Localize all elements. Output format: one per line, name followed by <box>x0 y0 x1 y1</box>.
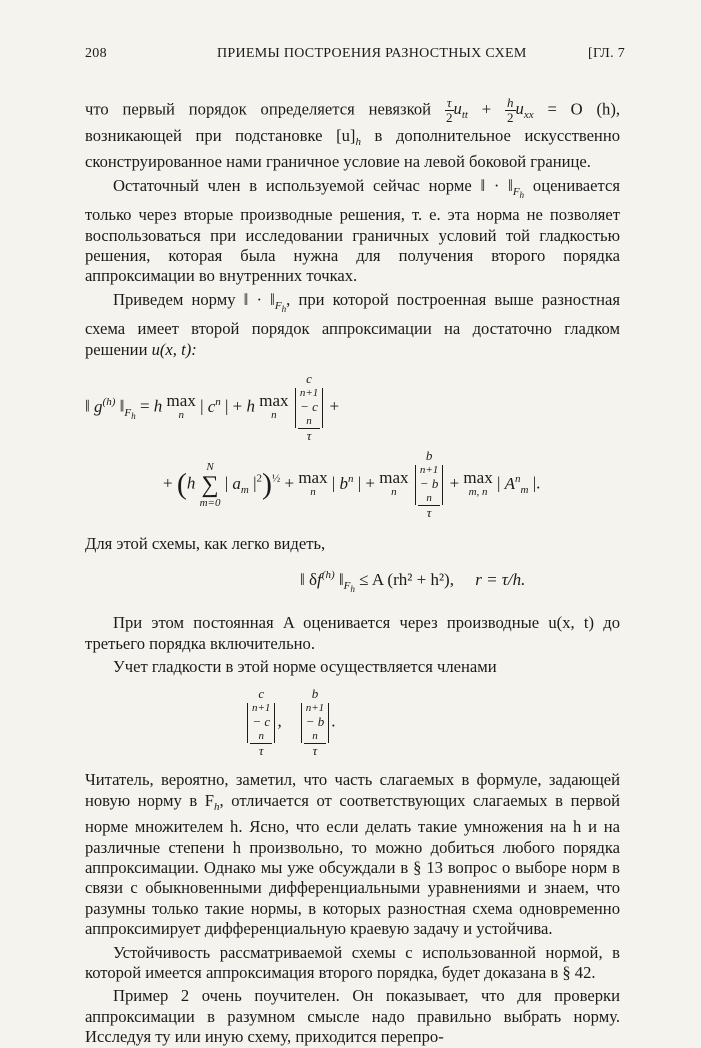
norm-formula-line-1: ‖ $g^{(h)}$ $‖_{F_h} = h$ max n | $c^n$ | + h max n c n+1 − c n τ + <box>85 371 340 444</box>
paragraph-6: Учет гладкости в этой норме осуществляется членами <box>113 656 497 676</box>
paragraph-9: Пример 2 очень поучителен. Он показывает, что для проверки аппроксимации в разумном смысле надо правильно выбрать норму. Исследуя ту или иную схему, приходится перепро- <box>85 986 620 1047</box>
page-body <box>85 96 620 1048</box>
paragraph-8: Устойчивость рассматриваемой схемы с использованной нормой, в которой имеется аппроксимация второго порядка, будет доказана в § 42. <box>85 942 620 983</box>
paragraph-3: Приведем норму ‖ · $‖_{F_h}$, при которой построенная выше разностная схема имеет второй порядок аппроксимации на достаточно гладком решении u(x, t): <box>85 289 620 359</box>
smoothness-terms-formula: c n+1 − c n τ , b n+1 − b n τ . <box>245 687 620 758</box>
paragraph-4: Для этой схемы, как легко видеть, <box>85 534 326 554</box>
running-title: ПРИЕМЫ ПОСТРОЕНИЯ РАЗНОСТНЫХ СХЕМ <box>217 46 527 61</box>
paragraph-7: Читатель, вероятно, заметил, что часть слагаемых в формуле, задающей новую норму в $F_h$, отличается от соответствующих слагаемых в первой норме множителем h. Ясно, что если делать такие умножения на h и на различные степени h произвольно, то можно добиться любого порядка аппроксимации. Однако мы уже обсуждали в § 13 вопрос о выборе норм в связи с обыкновенными дифференциальными уравнениями и знаем, что разумны только такие нормы, в которых разностная схема одновременно аппроксимирует дифференциальную краевую задачу и устойчива. <box>85 770 621 939</box>
paragraph-2: Остаточный член в используемой сейчас норме ‖ · $‖_{F_h}$ оценивается только через вторые производные решения, т. е. эта норма не позволяет воспользоваться при исследовании граничных условий той гладкостью решения, которая была нужна для получения второго порядка аппроксимации во внутренних точках. <box>85 175 620 286</box>
norm-formula-line-2: + (h N ∑ m=0 | $a_m$ $|^2)^{\frac{1}{2}} + \max$ n | $b^n$ | + max n b n+1 − b n τ + max m, n | $A^n_m$ |. <box>163 448 541 521</box>
chapter-marker: [ГЛ. 7 <box>588 46 625 61</box>
paragraph-1: что первый порядок определяется невязкой $\frac{\tau}{2}$ $u_{tt}$ + $\frac{h}{2}$ $u_{xx} = O$ (h), возникающей при подстановке $[u]_h$ в дополнительное искусственно сконструированное нами граничное условие на левой боковой границе. <box>85 95 621 172</box>
estimate-formula: ‖ $\delta f^{(h)}$ $‖_{F_h} \le A$ (rh² + h²), r = τ/h. <box>300 568 526 594</box>
page-number: 208 <box>85 46 107 61</box>
paragraph-5: При этом постоянная A оценивается через производные u(x, t) до третьего порядка включительно. <box>85 613 620 653</box>
